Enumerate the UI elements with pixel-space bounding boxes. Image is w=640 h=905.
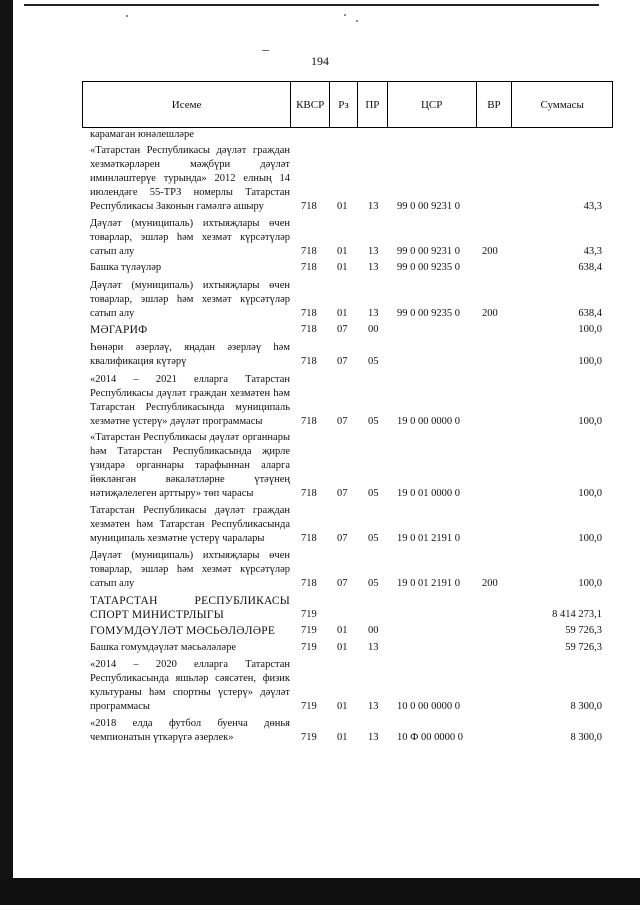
row-rz: 07 <box>337 488 348 499</box>
row-amount: 59 726,3 <box>565 642 602 653</box>
row-rz: 01 <box>337 732 348 743</box>
row-csr: 10 Ф 00 0000 0 <box>397 732 464 743</box>
row-amount: 100,0 <box>578 578 602 589</box>
row-kvsr: 718 <box>301 324 317 335</box>
row-amount: 8 300,0 <box>570 701 602 712</box>
table-row <box>90 624 610 638</box>
table-row <box>90 658 610 714</box>
row-csr: 99 0 00 9235 0 <box>397 308 460 319</box>
row-rz: 07 <box>337 533 348 544</box>
row-kvsr: 718 <box>301 533 317 544</box>
row-amount: 59 726,3 <box>565 625 602 636</box>
row-name: Һөнәри әзерләү, яңадан әзерләү һәм квалификация күтәрү <box>90 342 290 367</box>
row-name: «2014 – 2020 елларга Татарстан Республикасында яшьләр сәясәтен, физик культураны һәм спортны үстерү» дәүләт программасы <box>90 659 290 712</box>
row-name: ТАТАРСТАН РЕСПУБЛИКАСЫ СПОРТ МИНИСТРЛЫГЫ <box>90 595 290 621</box>
row-pr: 05 <box>368 578 379 589</box>
row-kvsr: 718 <box>301 262 317 273</box>
row-kvsr: 719 <box>301 609 317 620</box>
scan-speck <box>126 15 128 17</box>
row-pr: 05 <box>368 533 379 544</box>
row-kvsr: 718 <box>301 201 317 212</box>
header-sum: Суммасы <box>540 98 584 111</box>
table-row <box>90 128 610 142</box>
row-kvsr: 718 <box>301 246 317 257</box>
row-kvsr: 719 <box>301 701 317 712</box>
table-row <box>90 279 610 321</box>
row-pr: 13 <box>368 701 379 712</box>
row-pr: 13 <box>368 308 379 319</box>
row-name: «Татарстан Республикасы дәүләт органнары һәм Татарстан Республикасында җирле үзидарә органнары тарафыннан аларга йөкләнгән вәкаләтләрне үтәүнең нәтиҗәлелеген арттыру» төп чарасы <box>90 432 290 499</box>
table-row <box>90 641 610 655</box>
row-pr: 13 <box>368 246 379 257</box>
row-amount: 100,0 <box>578 416 602 427</box>
table-row <box>90 549 610 591</box>
row-amount: 100,0 <box>578 533 602 544</box>
row-name: «2018 елда футбол буенча дөнья чемпионатын үткәрүгә әзерлек» <box>90 718 290 743</box>
row-name: Башка түләүләр <box>90 262 162 273</box>
table-row <box>90 594 610 622</box>
row-amount: 100,0 <box>578 356 602 367</box>
header-csr: ЦСР <box>388 82 477 127</box>
scan-bottom-edge <box>0 878 640 905</box>
row-rz: 01 <box>337 701 348 712</box>
row-amount: 43,3 <box>583 201 602 212</box>
header-name: Исеме <box>83 82 291 127</box>
row-csr: 19 0 01 2191 0 <box>397 578 460 589</box>
table-row <box>90 144 610 214</box>
scan-top-line <box>24 4 599 6</box>
row-name: «Татарстан Республикасы дәүләт граждан хезмәткәрләрен мәҗбүри дәүләт иминләштерүе турында» 2012 елның 14 июлендәге 55-ТРЗ номерлы Татарстан Республикасы Законын гамәлгә ашыру <box>90 145 290 212</box>
header-rz: Рз <box>330 82 358 127</box>
row-kvsr: 718 <box>301 416 317 427</box>
row-csr: 99 0 00 9231 0 <box>397 246 460 257</box>
row-name: Башка гомумдәүләт мәсьәләләре <box>90 642 236 653</box>
row-pr: 13 <box>368 201 379 212</box>
row-kvsr: 718 <box>301 308 317 319</box>
table-row <box>90 717 610 745</box>
scan-speck <box>262 50 269 51</box>
row-pr: 05 <box>368 356 379 367</box>
row-pr: 05 <box>368 488 379 499</box>
row-kvsr: 719 <box>301 642 317 653</box>
row-rz: 07 <box>337 578 348 589</box>
row-csr: 10 0 00 0000 0 <box>397 701 460 712</box>
row-pr: 13 <box>368 642 379 653</box>
row-kvsr: 718 <box>301 578 317 589</box>
row-csr: 19 0 01 0000 0 <box>397 488 460 499</box>
table-row <box>90 217 610 259</box>
header-vr: ВР <box>477 82 513 127</box>
table-row <box>90 261 610 275</box>
row-kvsr: 718 <box>301 488 317 499</box>
row-name: Татарстан Республикасы дәүләт граждан хезмәтен һәм Татарстан Республикасында муниципаль хезмәтне үстерү чаралары <box>90 505 290 544</box>
row-name: Дәүләт (муниципаль) ихтыяҗлары өчен товарлар, эшләр һәм хезмәт күрсәтүләр сатып алу <box>90 218 290 257</box>
table-row <box>90 431 610 501</box>
table-row <box>90 323 610 337</box>
row-kvsr: 719 <box>301 625 317 636</box>
row-vr: 200 <box>482 578 498 589</box>
row-rz: 01 <box>337 625 348 636</box>
budget-table-body <box>90 128 610 745</box>
row-name: карамаган юнәлешләре <box>90 129 194 140</box>
row-name: Дәүләт (муниципаль) ихтыяҗлары өчен товарлар, эшләр һәм хезмәт күрсәтүләр сатып алу <box>90 550 290 589</box>
row-rz: 01 <box>337 642 348 653</box>
row-name: «2014 – 2021 елларга Татарстан Республикасы дәүләт граждан хезмәтен һәм Татарстан Республикасында муниципаль хезмәтне үстерү» дәүләт программасы <box>90 374 290 427</box>
row-amount: 8 414 273,1 <box>552 609 602 620</box>
row-amount: 100,0 <box>578 324 602 335</box>
scan-left-edge <box>0 0 13 905</box>
row-vr: 200 <box>482 308 498 319</box>
row-rz: 01 <box>337 201 348 212</box>
table-header <box>82 81 613 128</box>
row-rz: 01 <box>337 246 348 257</box>
scan-speck <box>356 20 358 22</box>
row-kvsr: 718 <box>301 356 317 367</box>
row-vr: 200 <box>482 246 498 257</box>
table-row <box>90 504 610 546</box>
row-kvsr: 719 <box>301 732 317 743</box>
table-row <box>90 341 610 369</box>
row-amount: 638,4 <box>578 262 602 273</box>
row-pr: 13 <box>368 732 379 743</box>
row-rz: 07 <box>337 356 348 367</box>
row-amount: 638,4 <box>578 308 602 319</box>
row-csr: 99 0 00 9231 0 <box>397 201 460 212</box>
page-number: 194 <box>311 54 329 68</box>
scan-speck <box>344 14 346 16</box>
table-row <box>90 373 610 429</box>
row-csr: 99 0 00 9235 0 <box>397 262 460 273</box>
row-rz: 07 <box>337 416 348 427</box>
row-amount: 8 300,0 <box>570 732 602 743</box>
row-rz: 01 <box>337 308 348 319</box>
row-pr: 05 <box>368 416 379 427</box>
row-rz: 01 <box>337 262 348 273</box>
row-amount: 43,3 <box>583 246 602 257</box>
row-csr: 19 0 01 2191 0 <box>397 533 460 544</box>
row-pr: 00 <box>368 324 379 335</box>
row-pr: 13 <box>368 262 379 273</box>
row-name: ГОМУМДӘҮЛӘТ МӘСЬӘЛӘЛӘРЕ <box>90 625 276 637</box>
row-name: МӘГАРИФ <box>90 324 148 336</box>
row-amount: 100,0 <box>578 488 602 499</box>
row-pr: 00 <box>368 625 379 636</box>
row-name: Дәүләт (муниципаль) ихтыяҗлары өчен товарлар, эшләр һәм хезмәт күрсәтүләр сатып алу <box>90 280 290 319</box>
header-pr: ПР <box>358 82 388 127</box>
header-kvsr: КВСР <box>291 82 330 127</box>
row-csr: 19 0 00 0000 0 <box>397 416 460 427</box>
row-rz: 07 <box>337 324 348 335</box>
